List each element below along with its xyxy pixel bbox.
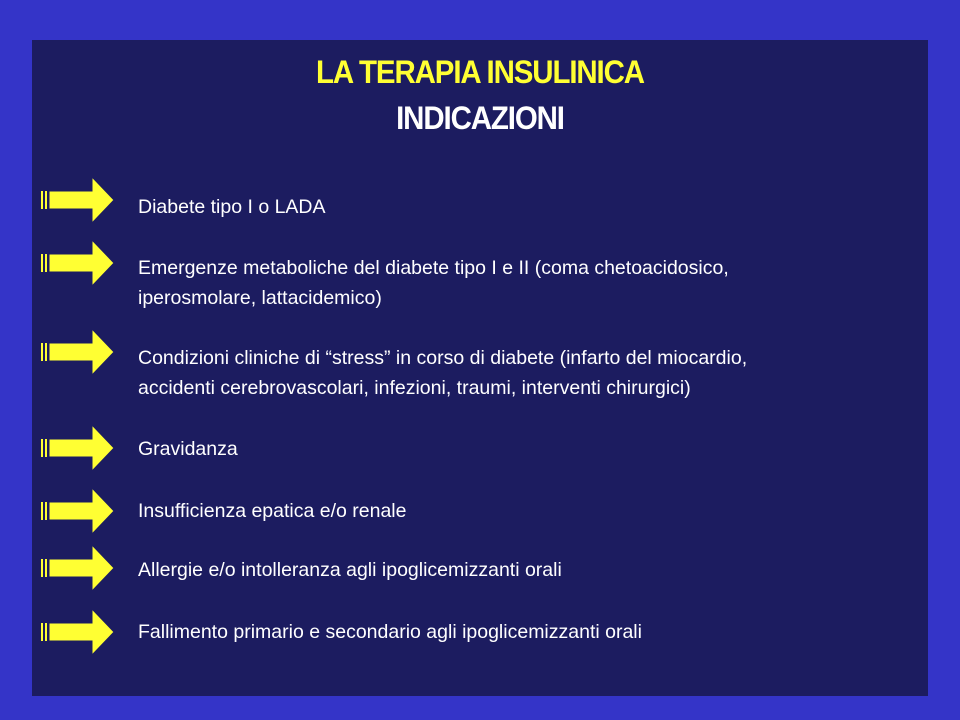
yellow-arrow-icon — [40, 608, 116, 656]
yellow-arrow-icon — [40, 239, 116, 287]
list-item-line: Fallimento primario e secondario agli ipoglicemizzanti orali — [138, 621, 642, 643]
yellow-arrow-icon — [40, 176, 116, 224]
list-item-text — [138, 496, 938, 526]
list-item-line: Diabete tipo I o LADA — [138, 196, 326, 218]
list-item-text — [138, 555, 938, 585]
list-item-line: Allergie e/o intolleranza agli ipoglicemizzanti orali — [138, 559, 562, 581]
list-item-text — [138, 253, 938, 313]
list-item-text — [138, 192, 938, 222]
yellow-arrow-icon — [40, 487, 116, 535]
list-item-text — [138, 617, 938, 647]
slide-title: LA TERAPIA INSULINICA — [316, 54, 644, 90]
list-item-line: iperosmolare, lattacidemico) — [138, 287, 382, 309]
list-item-line: Insufficienza epatica e/o renale — [138, 500, 407, 522]
yellow-arrow-icon — [40, 544, 116, 592]
yellow-arrow-icon — [40, 328, 116, 376]
list-item-line: Emergenze metaboliche del diabete tipo I e II (coma chetoacidosico, — [138, 257, 729, 279]
list-item-text — [138, 343, 938, 403]
list-item-line: Gravidanza — [138, 438, 238, 460]
list-item-line: accidenti cerebrovascolari, infezioni, traumi, interventi chirurgici) — [138, 377, 691, 399]
list-item-text — [138, 434, 938, 464]
list-item-line: Condizioni cliniche di “stress” in corso di diabete (infarto del miocardio, — [138, 347, 748, 369]
slide-subtitle: INDICAZIONI — [396, 100, 564, 136]
yellow-arrow-icon — [40, 424, 116, 472]
